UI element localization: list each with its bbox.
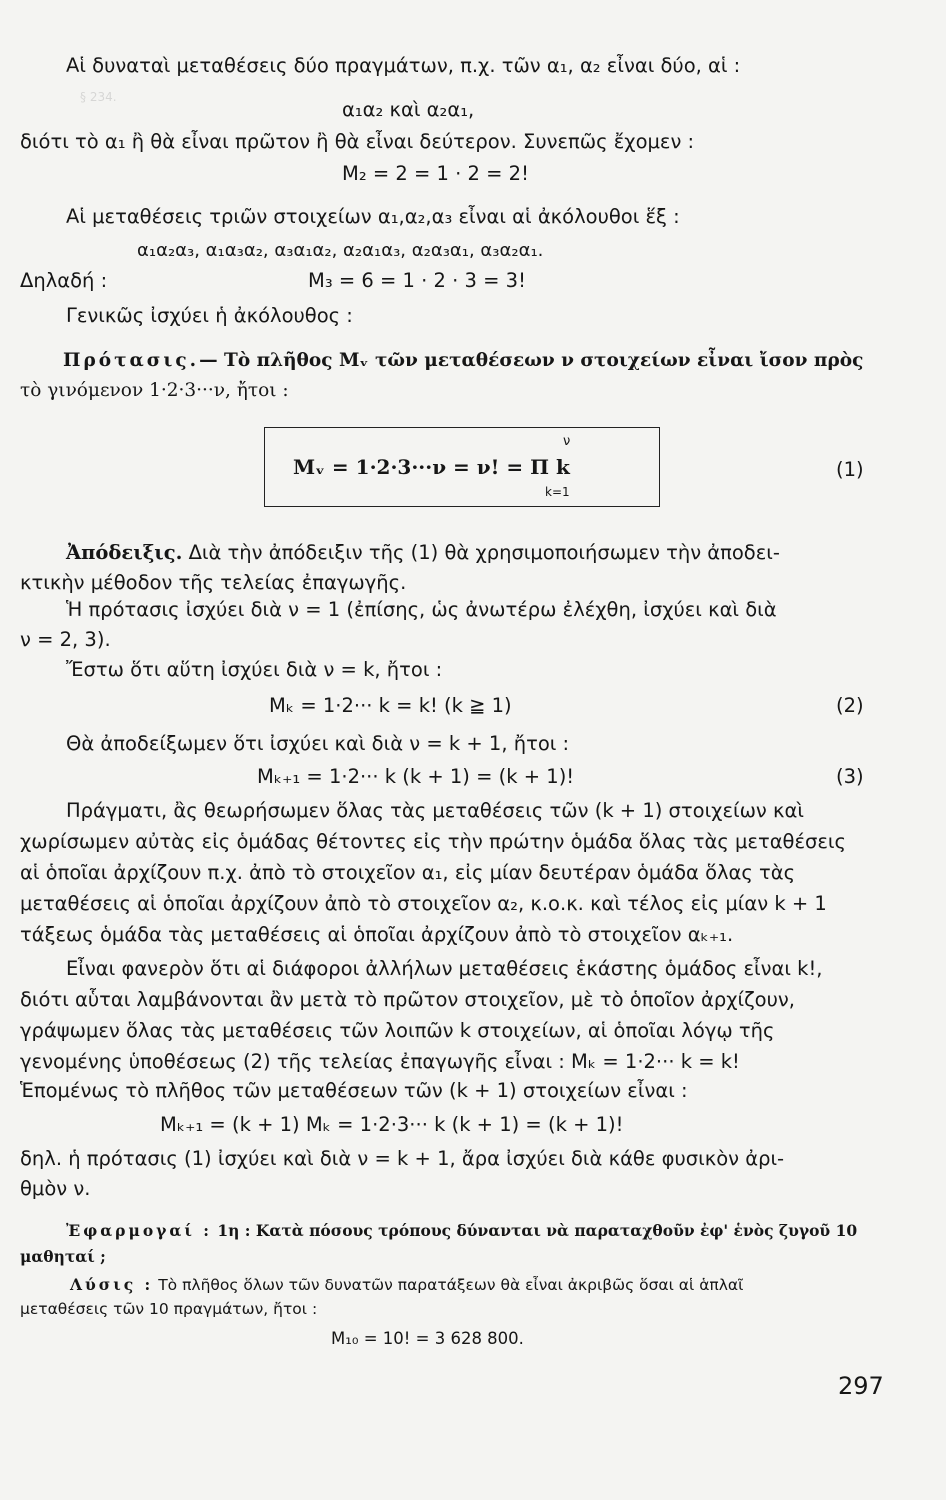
text-line: κτικὴν μέθοδον τῆς τελείας ἐπαγωγῆς. bbox=[20, 571, 407, 594]
text-line: μεταθέσεις αἱ ὁποῖαι ἀρχίζουν ἀπὸ τὸ στοιχεῖον α₂, κ.ο.κ. καὶ τέλος εἰς μίαν k + 1 bbox=[20, 892, 827, 915]
text-line: τάξεως ὁμάδα τὰς μεταθέσεις αἱ ὁποῖαι ἀρχίζουν ἀπὸ τὸ στοιχεῖον αₖ₊₁. bbox=[20, 923, 734, 946]
text-line: Ἡ πρότασις ἰσχύει διὰ ν = 1 (ἐπίσης, ὡς ἀνωτέρω ἐλέχθη, ἰσχύει καὶ διὰ bbox=[66, 598, 777, 621]
proof-heading: Ἀπόδειξις. bbox=[66, 541, 183, 564]
proposition-line bbox=[63, 348, 863, 374]
formula-m3: M₃ = 6 = 1 · 2 · 3 = 3! bbox=[308, 269, 526, 292]
text-line: Αἱ δυναταὶ μεταθέσεις δύο πραγμάτων, π.χ. τῶν α₁, α₂ εἶναι δύο, αἱ : bbox=[66, 54, 741, 77]
applications-heading: Ἐφαρμογαί : bbox=[66, 1221, 212, 1240]
text-line: Ἑπομένως τὸ πλῆθος τῶν μεταθέσεων τῶν (k + 1) στοιχείων εἶναι : bbox=[20, 1079, 688, 1102]
product-upper-limit: ν bbox=[563, 434, 571, 449]
permutation-list: α₁α₂α₃, α₁α₃α₂, α₃α₁α₂, α₂α₁α₃, α₂α₃α₁, α₃α₂α₁. bbox=[137, 240, 544, 261]
text-line: Θὰ ἀποδείξωμεν ὅτι ἰσχύει καὶ διὰ ν = k + 1, ἤτοι : bbox=[66, 732, 570, 755]
text-line: διότι τὸ α₁ ἢ θὰ εἶναι πρῶτον ἢ θὰ εἶναι δεύτερον. Συνεπῶς ἔχομεν : bbox=[20, 130, 695, 153]
formula-2: Mₖ = 1·2··· k = k! (k ≧ 1) bbox=[269, 694, 512, 717]
text-line: Ἔστω ὅτι αὕτη ἰσχύει διὰ ν = k, ἤτοι : bbox=[66, 658, 443, 681]
formula-pair: α₁α₂ καὶ α₂α₁, bbox=[342, 98, 475, 121]
text-line: γράψωμεν ὅλας τὰς μεταθέσεις τῶν λοιπῶν k στοιχείων, αἱ ὁποῖαι λόγῳ τῆς bbox=[20, 1019, 775, 1042]
equation-number: (2) bbox=[836, 694, 864, 717]
text-label: Δηλαδή : bbox=[20, 269, 108, 292]
text-line: ν = 2, 3). bbox=[20, 628, 111, 651]
text-line: χωρίσωμεν αὐτὰς εἰς ὁμάδας θέτοντες εἰς τὴν πρώτην ὁμάδα ὅλας τὰς μεταθέσεις bbox=[20, 830, 846, 853]
text-line: διότι αὗται λαμβάνονται ἂν μετὰ τὸ πρῶτον στοιχεῖον, μὲ τὸ ὁποῖον ἀρχίζουν, bbox=[20, 988, 795, 1011]
text-line: θμὸν ν. bbox=[20, 1177, 91, 1200]
formula-3: Mₖ₊₁ = 1·2··· k (k + 1) = (k + 1)! bbox=[257, 765, 575, 788]
formula-m2: M₂ = 2 = 1 · 2 = 2! bbox=[342, 162, 529, 185]
equation-number: (1) bbox=[836, 458, 864, 481]
proposition-text: — Τὸ πλῆθος Mᵥ τῶν μεταθέσεων ν στοιχείων εἶναι ἴσον πρὸς bbox=[199, 350, 864, 371]
text-line: μεταθέσεις τῶν 10 πραγμάτων, ἤτοι : bbox=[20, 1300, 318, 1318]
text-line: μαθηταί ; bbox=[20, 1247, 106, 1266]
product-lower-limit: k=1 bbox=[545, 485, 570, 499]
text-line: αἱ ὁποῖαι ἀρχίζουν π.χ. ἀπὸ τὸ στοιχεῖον α₁, εἰς μίαν δευτέραν ὁμάδα ὅλας τὰς bbox=[20, 861, 796, 884]
page-number: 297 bbox=[838, 1372, 884, 1400]
proof-text: Διὰ τὴν ἀπόδειξιν τῆς (1) θὰ χρησιμοποιήσωμεν τὴν ἀποδει- bbox=[188, 541, 780, 564]
show-through-background: § 234. bbox=[80, 90, 117, 104]
solution-text: Τὸ πλῆθος ὅλων τῶν δυνατῶν παρατάξεων θὰ εἶναι ἀκριβῶς ὅσαι αἱ ἁπλαῖ bbox=[158, 1276, 744, 1294]
formula-1: Mᵥ = 1·2·3···ν = ν! = Π k bbox=[293, 455, 570, 479]
text-line: Εἶναι φανερὸν ὅτι αἱ διάφοροι ἀλλήλων μεταθέσεις ἑκάστης ὁμάδος εἶναι k!, bbox=[66, 957, 823, 980]
formula-m10: M₁₀ = 10! = 3 628 800. bbox=[331, 1329, 524, 1348]
text-line: Πράγματι, ἂς θεωρήσωμεν ὅλας τὰς μεταθέσεις τῶν (k + 1) στοιχείων καὶ bbox=[66, 799, 804, 822]
text-line: δηλ. ἡ πρότασις (1) ἰσχύει καὶ διὰ ν = k + 1, ἄρα ἰσχύει διὰ κάθε φυσικὸν ἀρι- bbox=[20, 1147, 785, 1170]
text-line: γενομένης ὑποθέσεως (2) τῆς τελείας ἐπαγωγῆς εἶναι : Mₖ = 1·2··· k = k! bbox=[20, 1050, 740, 1073]
text-line: τὸ γινόμενον 1·2·3···ν, ἤτοι : bbox=[20, 380, 289, 401]
text-line: Αἱ μεταθέσεις τριῶν στοιχείων α₁,α₂,α₃ εἶναι αἱ ἀκόλουθοι ἕξ : bbox=[66, 205, 680, 228]
solution-heading: Λύσις : bbox=[70, 1275, 154, 1294]
proposition-heading: Πρότασις. bbox=[63, 350, 200, 371]
equation-number: (3) bbox=[836, 765, 864, 788]
application-1-text: 1η : Κατὰ πόσους τρόπους δύνανται νὰ παραταχθοῦν ἐφ' ἑνὸς ζυγοῦ 10 bbox=[217, 1221, 858, 1240]
formula-induction-step: Mₖ₊₁ = (k + 1) Mₖ = 1·2·3··· k (k + 1) = (k + 1)! bbox=[160, 1113, 624, 1136]
text-line: Γενικῶς ἰσχύει ἡ ἀκόλουθος : bbox=[66, 304, 353, 327]
boxed-equation bbox=[264, 427, 660, 507]
